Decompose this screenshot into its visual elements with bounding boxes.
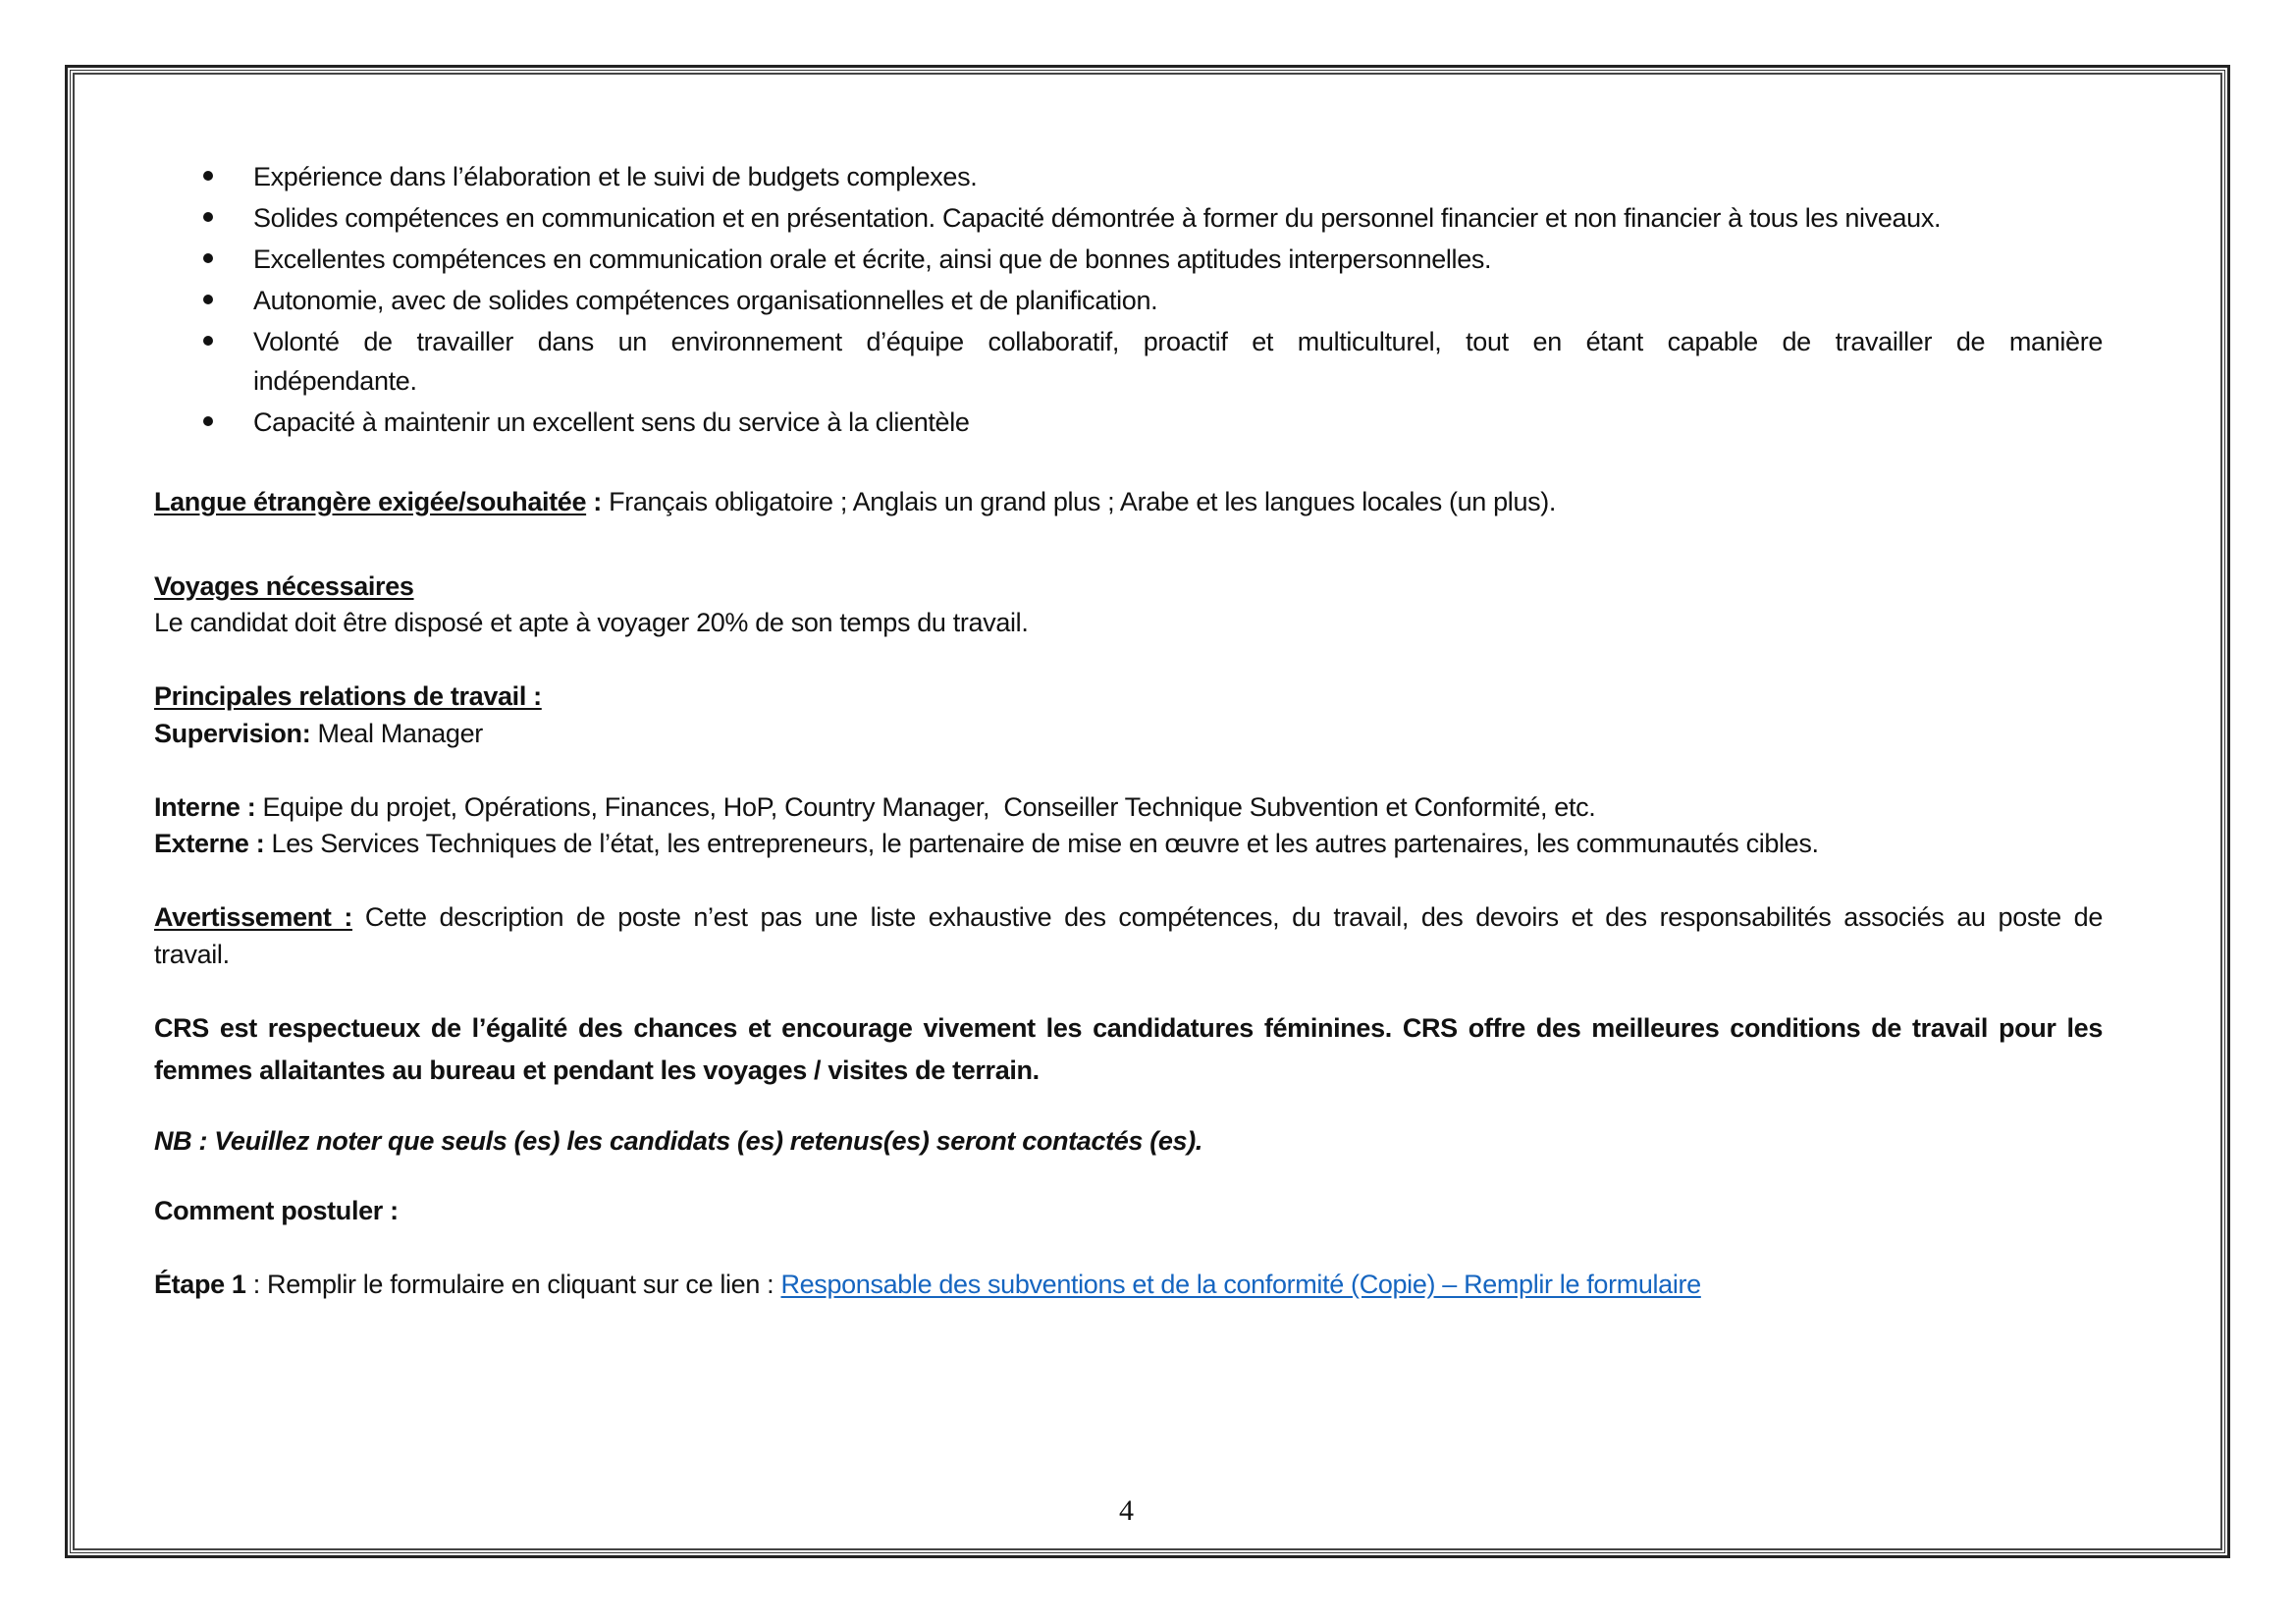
disclaimer-line-1 (154, 898, 2103, 936)
language-label: Langue étrangère exigée/souhaitée (154, 487, 587, 516)
list-item-text: Autonomie, avec de solides compétences organisationnelles et de planification. (253, 286, 1158, 315)
list-item-text: Capacité à maintenir un excellent sens du service à la clientèle (253, 407, 970, 437)
list-item-text: Expérience dans l’élaboration et le suivi de budgets complexes. (253, 162, 978, 191)
language-requirement (154, 483, 1556, 520)
external-value: Les Services Techniques de l’état, les entrepreneurs, le partenaire de mise en œuvre et les autres partenaires, les communautés cibles. (264, 829, 1819, 858)
bullet-icon (203, 295, 213, 304)
contact-note: NB : Veuillez noter que seuls (es) les candidats (es) retenus(es) seront contactés (es). (154, 1126, 1203, 1156)
internal-label: Interne : (154, 792, 256, 822)
bullet-icon (203, 336, 213, 346)
apply-step-1 (154, 1266, 1701, 1303)
application-form-link[interactable]: Responsable des subventions et de la conformité (Copie) – Remplir le formulaire (780, 1270, 1701, 1299)
apply-heading: Comment postuler : (154, 1196, 399, 1225)
list-item-continuation: indépendante. (253, 366, 417, 396)
supervision-line (154, 715, 483, 752)
internal-value: Equipe du projet, Opérations, Finances, HoP, Country Manager, Conseiller Technique Subvention et Conformité, etc. (255, 792, 1596, 822)
external-relations-line (154, 825, 1819, 862)
external-label: Externe : (154, 829, 265, 858)
bullet-icon (203, 416, 213, 426)
travel-heading: Voyages nécessaires (154, 571, 414, 601)
disclaimer-label: Avertissement : (154, 902, 353, 932)
disclaimer-text: Cette description de poste n’est pas une liste exhaustive des compétences, du travail, des devoirs et des responsabilités associés au poste de (352, 902, 2103, 932)
equal-opportunity-line-1: CRS est respectueux de l’égalité des chances et encourage vivement les candidatures féminines. CRS offre des meilleures conditions de travail pour les (154, 1013, 2103, 1043)
list-item-text: Excellentes compétences en communication orale et écrite, ainsi que de bonnes aptitudes interpersonnelles. (253, 244, 1492, 274)
language-separator: : (586, 487, 610, 516)
disclaimer-line-2: travail. (154, 940, 230, 969)
travel-text: Le candidat doit être disposé et apte à voyager 20% de son temps du travail. (154, 608, 1029, 637)
bullet-icon (203, 253, 213, 263)
bullet-icon (203, 212, 213, 222)
bullet-icon (203, 171, 213, 181)
relations-heading: Principales relations de travail : (154, 681, 542, 711)
supervision-label: Supervision: (154, 719, 311, 748)
language-value: Français obligatoire ; Anglais un grand plus ; Arabe et les langues locales (un plus). (609, 487, 1557, 516)
step-text: : Remplir le formulaire en cliquant sur ce lien : (245, 1270, 781, 1299)
internal-relations-line (154, 788, 1595, 826)
supervision-value: Meal Manager (310, 719, 483, 748)
list-item-text: Solides compétences en communication et en présentation. Capacité démontrée à former du personnel financier et non financier à tous les niveaux. (253, 203, 1942, 233)
list-item-text: Volonté de travailler dans un environnement d’équipe collaboratif, proactif et multiculturel, tout en étant capable de travailler de manière (253, 327, 2103, 356)
equal-opportunity-line-2: femmes allaitantes au bureau et pendant les voyages / visites de terrain. (154, 1056, 1040, 1085)
page-number: 4 (1119, 1494, 1134, 1527)
step-label: Étape 1 (154, 1270, 246, 1299)
